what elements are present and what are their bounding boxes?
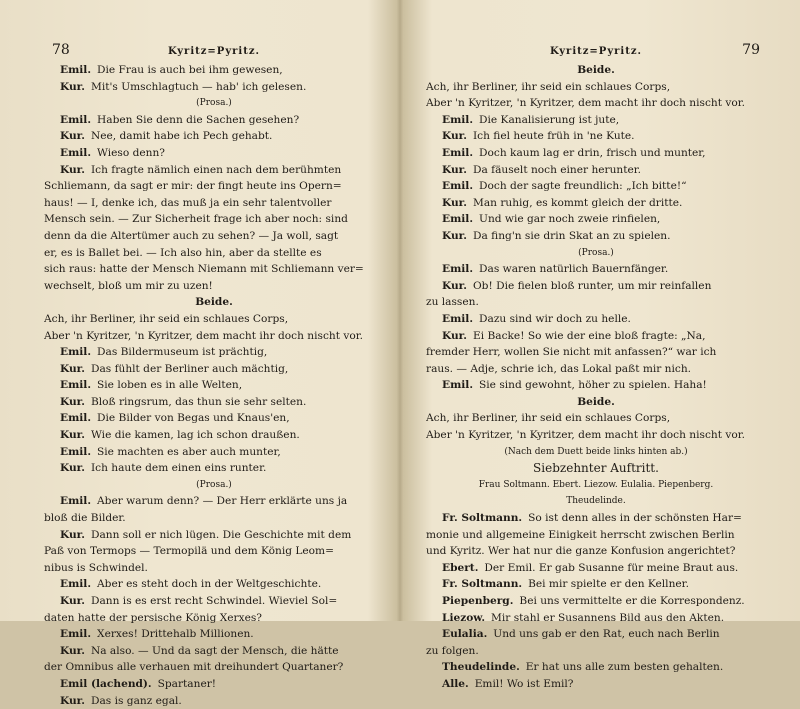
line-text: Da fing'n sie drin Skat an zu spielen. bbox=[472, 229, 671, 242]
text-body bbox=[44, 62, 384, 709]
line-text: Sie loben es in alle Welten, bbox=[97, 379, 243, 392]
line-text: Beide. bbox=[577, 395, 615, 408]
line-text: nibus is Schwindel. bbox=[44, 561, 148, 574]
text-line bbox=[44, 245, 384, 262]
text-line bbox=[44, 162, 384, 179]
text-line bbox=[44, 328, 384, 345]
speaker-name: Emil. bbox=[60, 495, 92, 508]
line-text: (Prosa.) bbox=[196, 479, 232, 490]
text-line bbox=[426, 62, 766, 79]
line-text: Da fäuselt noch einer herunter. bbox=[472, 163, 642, 176]
speaker-name: Emil. bbox=[60, 113, 92, 126]
speaker-name: Kur. bbox=[60, 362, 85, 375]
text-line bbox=[426, 543, 766, 560]
speaker-name: Kur. bbox=[60, 644, 85, 657]
text-line bbox=[426, 427, 766, 444]
running-head: Kyritz=Pyritz. bbox=[168, 46, 260, 57]
line-text: er, es is Ballet bei. — Ich also hin, aber da stellte es bbox=[44, 246, 322, 259]
text-line bbox=[426, 593, 766, 610]
text-line bbox=[44, 211, 384, 228]
line-text: Und uns gab er den Rat, euch nach Berlin bbox=[493, 628, 720, 641]
line-text: denn da die Altertümer auch zu sehen? — Ja woll, sagt bbox=[44, 229, 339, 242]
line-text: Theudelinde. bbox=[566, 496, 626, 507]
text-line bbox=[426, 444, 766, 461]
line-text: Das is ganz egal. bbox=[90, 694, 182, 707]
line-text: wechselt, bloß um mir zu uzen! bbox=[44, 279, 213, 292]
line-text: zu folgen. bbox=[426, 644, 479, 657]
text-line bbox=[44, 527, 384, 544]
speaker-name: Emil. bbox=[60, 445, 92, 458]
text-line bbox=[426, 245, 766, 262]
speaker-name: Kur. bbox=[60, 595, 85, 607]
line-text: zu lassen. bbox=[426, 296, 479, 309]
text-line bbox=[44, 410, 384, 427]
text-line bbox=[44, 676, 384, 693]
line-text: Mir stahl er Susannens Bild aus den Akten. bbox=[491, 611, 725, 624]
text-line bbox=[44, 643, 384, 660]
line-text: und Kyritz. Wer hat nur die ganze Konfusion angerichtet? bbox=[426, 545, 736, 558]
line-text: raus. — Adje, schrie ich, das Lokal paßt mir nich. bbox=[426, 362, 692, 375]
text-line bbox=[426, 626, 766, 643]
line-text: Bei mir spielte er den Kellner. bbox=[528, 578, 689, 591]
text-line bbox=[426, 112, 766, 129]
text-line bbox=[426, 95, 766, 112]
text-line bbox=[44, 626, 384, 643]
line-text: Paß von Termops — Termopilä und dem König Leom= bbox=[44, 545, 334, 558]
text-line bbox=[44, 62, 384, 79]
speaker-name: Kur. bbox=[60, 694, 85, 707]
text-line bbox=[426, 162, 766, 179]
line-text: Sie sind gewohnt, höher zu spielen. Haha! bbox=[479, 379, 707, 392]
text-line bbox=[426, 410, 766, 427]
speaker-name: Fr. Soltmann. bbox=[442, 578, 523, 591]
line-text: Ach, ihr Berliner, ihr seid ein schlaues Corps, bbox=[426, 80, 671, 93]
text-line bbox=[426, 377, 766, 394]
text-line bbox=[426, 477, 766, 494]
text-line bbox=[426, 344, 766, 361]
right-page bbox=[402, 0, 800, 690]
speaker-name: Kur. bbox=[60, 80, 85, 93]
line-text: Spartaner! bbox=[157, 677, 217, 690]
page-number: 78 bbox=[52, 42, 70, 58]
line-text: Bei uns vermittelte er die Korrespondenz. bbox=[519, 595, 745, 607]
text-line bbox=[44, 228, 384, 245]
line-text: Dann soll er nich lügen. Die Geschichte mit dem bbox=[90, 528, 352, 541]
line-text: Ich haute dem einen eins runter. bbox=[90, 462, 267, 475]
text-line bbox=[44, 278, 384, 295]
text-line bbox=[44, 145, 384, 162]
page-header bbox=[44, 40, 384, 62]
text-line bbox=[426, 328, 766, 345]
text-line bbox=[44, 112, 384, 129]
text-line bbox=[44, 79, 384, 96]
line-text: Bloß ringsrum, das thun sie sehr selten. bbox=[90, 395, 307, 408]
line-text: Man ruhig, es kommt gleich der dritte. bbox=[472, 196, 683, 209]
text-line bbox=[44, 593, 384, 610]
line-text: Aber es steht doch in der Weltgeschichte. bbox=[97, 578, 322, 591]
text-line bbox=[426, 510, 766, 527]
line-text: (Prosa.) bbox=[196, 98, 232, 109]
text-line bbox=[426, 228, 766, 245]
text-line bbox=[44, 394, 384, 411]
line-text: Und wie gar noch zweie rinfielen, bbox=[479, 213, 661, 226]
line-text: Dazu sind wir doch zu helle. bbox=[479, 312, 631, 325]
line-text: Mit's Umschlagtuch — hab' ich gelesen. bbox=[90, 80, 307, 93]
text-line bbox=[44, 95, 384, 112]
line-text: Aber warum denn? — Der Herr erklärte uns ja bbox=[97, 495, 348, 508]
speaker-name: Emil. bbox=[442, 213, 474, 226]
speaker-name: Kur. bbox=[60, 163, 85, 176]
text-line bbox=[426, 128, 766, 145]
speaker-name: Emil. bbox=[60, 64, 92, 76]
text-line bbox=[44, 195, 384, 212]
line-text: bloß die Bilder. bbox=[44, 512, 126, 525]
text-line bbox=[44, 377, 384, 394]
speaker-name: Emil. bbox=[442, 180, 474, 193]
text-line bbox=[44, 361, 384, 378]
text-line bbox=[44, 311, 384, 328]
line-text: Beide. bbox=[577, 64, 615, 76]
line-text: Schliemann, da sagt er mir: der fingt heute ins Opern= bbox=[44, 180, 342, 193]
speaker-name: Emil. bbox=[60, 628, 92, 641]
line-text: Nee, damit habe ich Pech gehabt. bbox=[90, 130, 273, 143]
text-line bbox=[44, 560, 384, 577]
text-line bbox=[44, 294, 384, 311]
text-line bbox=[44, 659, 384, 676]
text-line bbox=[44, 444, 384, 461]
speaker-name: Emil. bbox=[442, 379, 474, 392]
speaker-name: Eulalia. bbox=[442, 628, 488, 641]
line-text: Mensch sein. — Zur Sicherheit frage ich aber noch: sind bbox=[44, 213, 348, 226]
running-head: Kyritz=Pyritz. bbox=[550, 46, 642, 57]
line-text: Aber 'n Kyritzer, 'n Kyritzer, dem macht ihr doch nischt vor. bbox=[426, 97, 745, 110]
line-text: (Nach dem Duett beide links hinten ab.) bbox=[504, 446, 688, 457]
speaker-name: Kur. bbox=[442, 163, 467, 176]
text-body bbox=[426, 62, 766, 693]
line-text: Sie machten es aber auch munter, bbox=[97, 445, 281, 458]
page-header bbox=[426, 40, 766, 62]
speaker-name: Emil. bbox=[442, 113, 474, 126]
text-line bbox=[44, 178, 384, 195]
speaker-name: Theudelinde. bbox=[442, 661, 520, 674]
text-line bbox=[44, 261, 384, 278]
speaker-name: Kur. bbox=[442, 229, 467, 242]
line-text: Die Bilder von Begas und Knaus'en, bbox=[97, 412, 290, 425]
speaker-name: Emil. bbox=[442, 146, 474, 159]
speaker-name: Kur. bbox=[60, 429, 85, 442]
line-text: Ich fragte nämlich einen nach dem berühmten bbox=[90, 163, 342, 176]
line-text: Der Emil. Er gab Susanne für meine Braut aus. bbox=[484, 561, 739, 574]
text-line bbox=[426, 311, 766, 328]
text-line bbox=[44, 576, 384, 593]
speaker-name: Kur. bbox=[442, 196, 467, 209]
text-line bbox=[426, 643, 766, 660]
speaker-name: Emil (lachend). bbox=[60, 677, 152, 690]
line-text: Die Frau is auch bei ihm gewesen, bbox=[97, 64, 283, 76]
speaker-name: Kur. bbox=[60, 395, 85, 408]
line-text: Die Kanalisierung ist jute, bbox=[479, 113, 620, 126]
speaker-name: Emil. bbox=[60, 346, 92, 359]
text-line bbox=[426, 361, 766, 378]
text-line bbox=[426, 610, 766, 627]
speaker-name: Kur. bbox=[442, 130, 467, 143]
line-text: Frau Soltmann. Ebert. Liezow. Eulalia. Piepenberg. bbox=[478, 479, 714, 490]
left-page bbox=[0, 0, 398, 707]
text-line bbox=[44, 510, 384, 527]
speaker-name: Emil. bbox=[60, 578, 92, 591]
text-line bbox=[426, 560, 766, 577]
line-text: So ist denn alles in der schönsten Har= bbox=[528, 512, 742, 525]
line-text: Wieso denn? bbox=[97, 146, 165, 159]
line-text: Er hat uns alle zum besten gehalten. bbox=[525, 661, 724, 674]
text-line bbox=[44, 493, 384, 510]
line-text: Siebzehnter Auftritt. bbox=[533, 461, 659, 476]
text-line bbox=[44, 128, 384, 145]
text-line bbox=[426, 278, 766, 295]
speaker-name: Kur. bbox=[60, 130, 85, 143]
text-line bbox=[44, 477, 384, 494]
line-text: Doch kaum lag er drin, frisch und munter, bbox=[479, 146, 706, 159]
line-text: Das Bildermuseum ist prächtig, bbox=[97, 346, 268, 359]
text-line bbox=[426, 294, 766, 311]
speaker-name: Kur. bbox=[442, 279, 467, 292]
text-line bbox=[426, 576, 766, 593]
speaker-name: Liezow. bbox=[442, 611, 486, 624]
speaker-name: Emil. bbox=[442, 312, 474, 325]
line-text: Aber 'n Kyritzer, 'n Kyritzer, dem macht ihr doch nischt vor. bbox=[44, 329, 363, 342]
text-line bbox=[426, 79, 766, 96]
line-text: daten hatte der persische König Xerxes? bbox=[44, 611, 262, 624]
line-text: der Omnibus alle verhauen mit dreihundert Quartaner? bbox=[44, 661, 344, 674]
text-line bbox=[426, 460, 766, 477]
line-text: Beide. bbox=[195, 296, 233, 309]
line-text: monie und allgemeine Einigkeit herrscht zwischen Berlin bbox=[426, 528, 735, 541]
line-text: Doch der sagte freundlich: „Ich bitte!“ bbox=[479, 180, 687, 193]
speaker-name: Piepenberg. bbox=[442, 595, 514, 607]
line-text: Aber 'n Kyritzer, 'n Kyritzer, dem macht ihr doch nischt vor. bbox=[426, 429, 745, 442]
text-line bbox=[426, 527, 766, 544]
speaker-name: Kur. bbox=[60, 528, 85, 541]
text-line bbox=[44, 344, 384, 361]
speaker-name: Fr. Soltmann. bbox=[442, 512, 523, 525]
speaker-name: Ebert. bbox=[442, 561, 479, 574]
line-text: (Prosa.) bbox=[578, 247, 614, 258]
text-line bbox=[426, 659, 766, 676]
line-text: Das fühlt der Berliner auch mächtig, bbox=[90, 362, 289, 375]
line-text: fremder Herr, wollen Sie nicht mit anfassen?“ war ich bbox=[426, 346, 717, 359]
speaker-name: Emil. bbox=[60, 412, 92, 425]
text-line bbox=[44, 427, 384, 444]
speaker-name: Alle. bbox=[442, 677, 469, 690]
speaker-name: Kur. bbox=[442, 329, 467, 342]
text-line bbox=[426, 211, 766, 228]
line-text: Wie die kamen, lag ich schon draußen. bbox=[90, 429, 300, 442]
text-line bbox=[426, 145, 766, 162]
line-text: Xerxes! Drittehalb Millionen. bbox=[97, 628, 254, 641]
text-line bbox=[426, 493, 766, 510]
text-line bbox=[44, 610, 384, 627]
text-line bbox=[44, 543, 384, 560]
text-line bbox=[426, 261, 766, 278]
page-number: 79 bbox=[742, 42, 760, 58]
line-text: Na also. — Und da sagt der Mensch, die hätte bbox=[90, 644, 339, 657]
text-line bbox=[44, 693, 384, 709]
line-text: Emil! Wo ist Emil? bbox=[474, 677, 574, 690]
line-text: Das waren natürlich Bauernfänger. bbox=[479, 263, 669, 276]
line-text: Haben Sie denn die Sachen gesehen? bbox=[97, 113, 300, 126]
text-line bbox=[426, 178, 766, 195]
speaker-name: Emil. bbox=[442, 263, 474, 276]
line-text: Ach, ihr Berliner, ihr seid ein schlaues Corps, bbox=[426, 412, 671, 425]
text-line bbox=[44, 460, 384, 477]
line-text: Ei Backe! So wie der eine bloß fragte: „Na, bbox=[472, 329, 706, 342]
line-text: haus! — I, denke ich, das muß ja ein sehr talentvoller bbox=[44, 196, 332, 209]
speaker-name: Emil. bbox=[60, 146, 92, 159]
text-line bbox=[426, 676, 766, 693]
speaker-name: Kur. bbox=[60, 462, 85, 475]
line-text: sich raus: hatte der Mensch Niemann mit Schliemann ver= bbox=[44, 263, 364, 276]
text-line bbox=[426, 195, 766, 212]
speaker-name: Emil. bbox=[60, 379, 92, 392]
line-text: Ob! Die fielen bloß runter, um mir reinfallen bbox=[472, 279, 712, 292]
line-text: Ich fiel heute früh in 'ne Kute. bbox=[472, 130, 635, 143]
line-text: Dann is es erst recht Schwindel. Wieviel Sol= bbox=[90, 595, 338, 607]
text-line bbox=[426, 394, 766, 411]
line-text: Ach, ihr Berliner, ihr seid ein schlaues Corps, bbox=[44, 312, 289, 325]
